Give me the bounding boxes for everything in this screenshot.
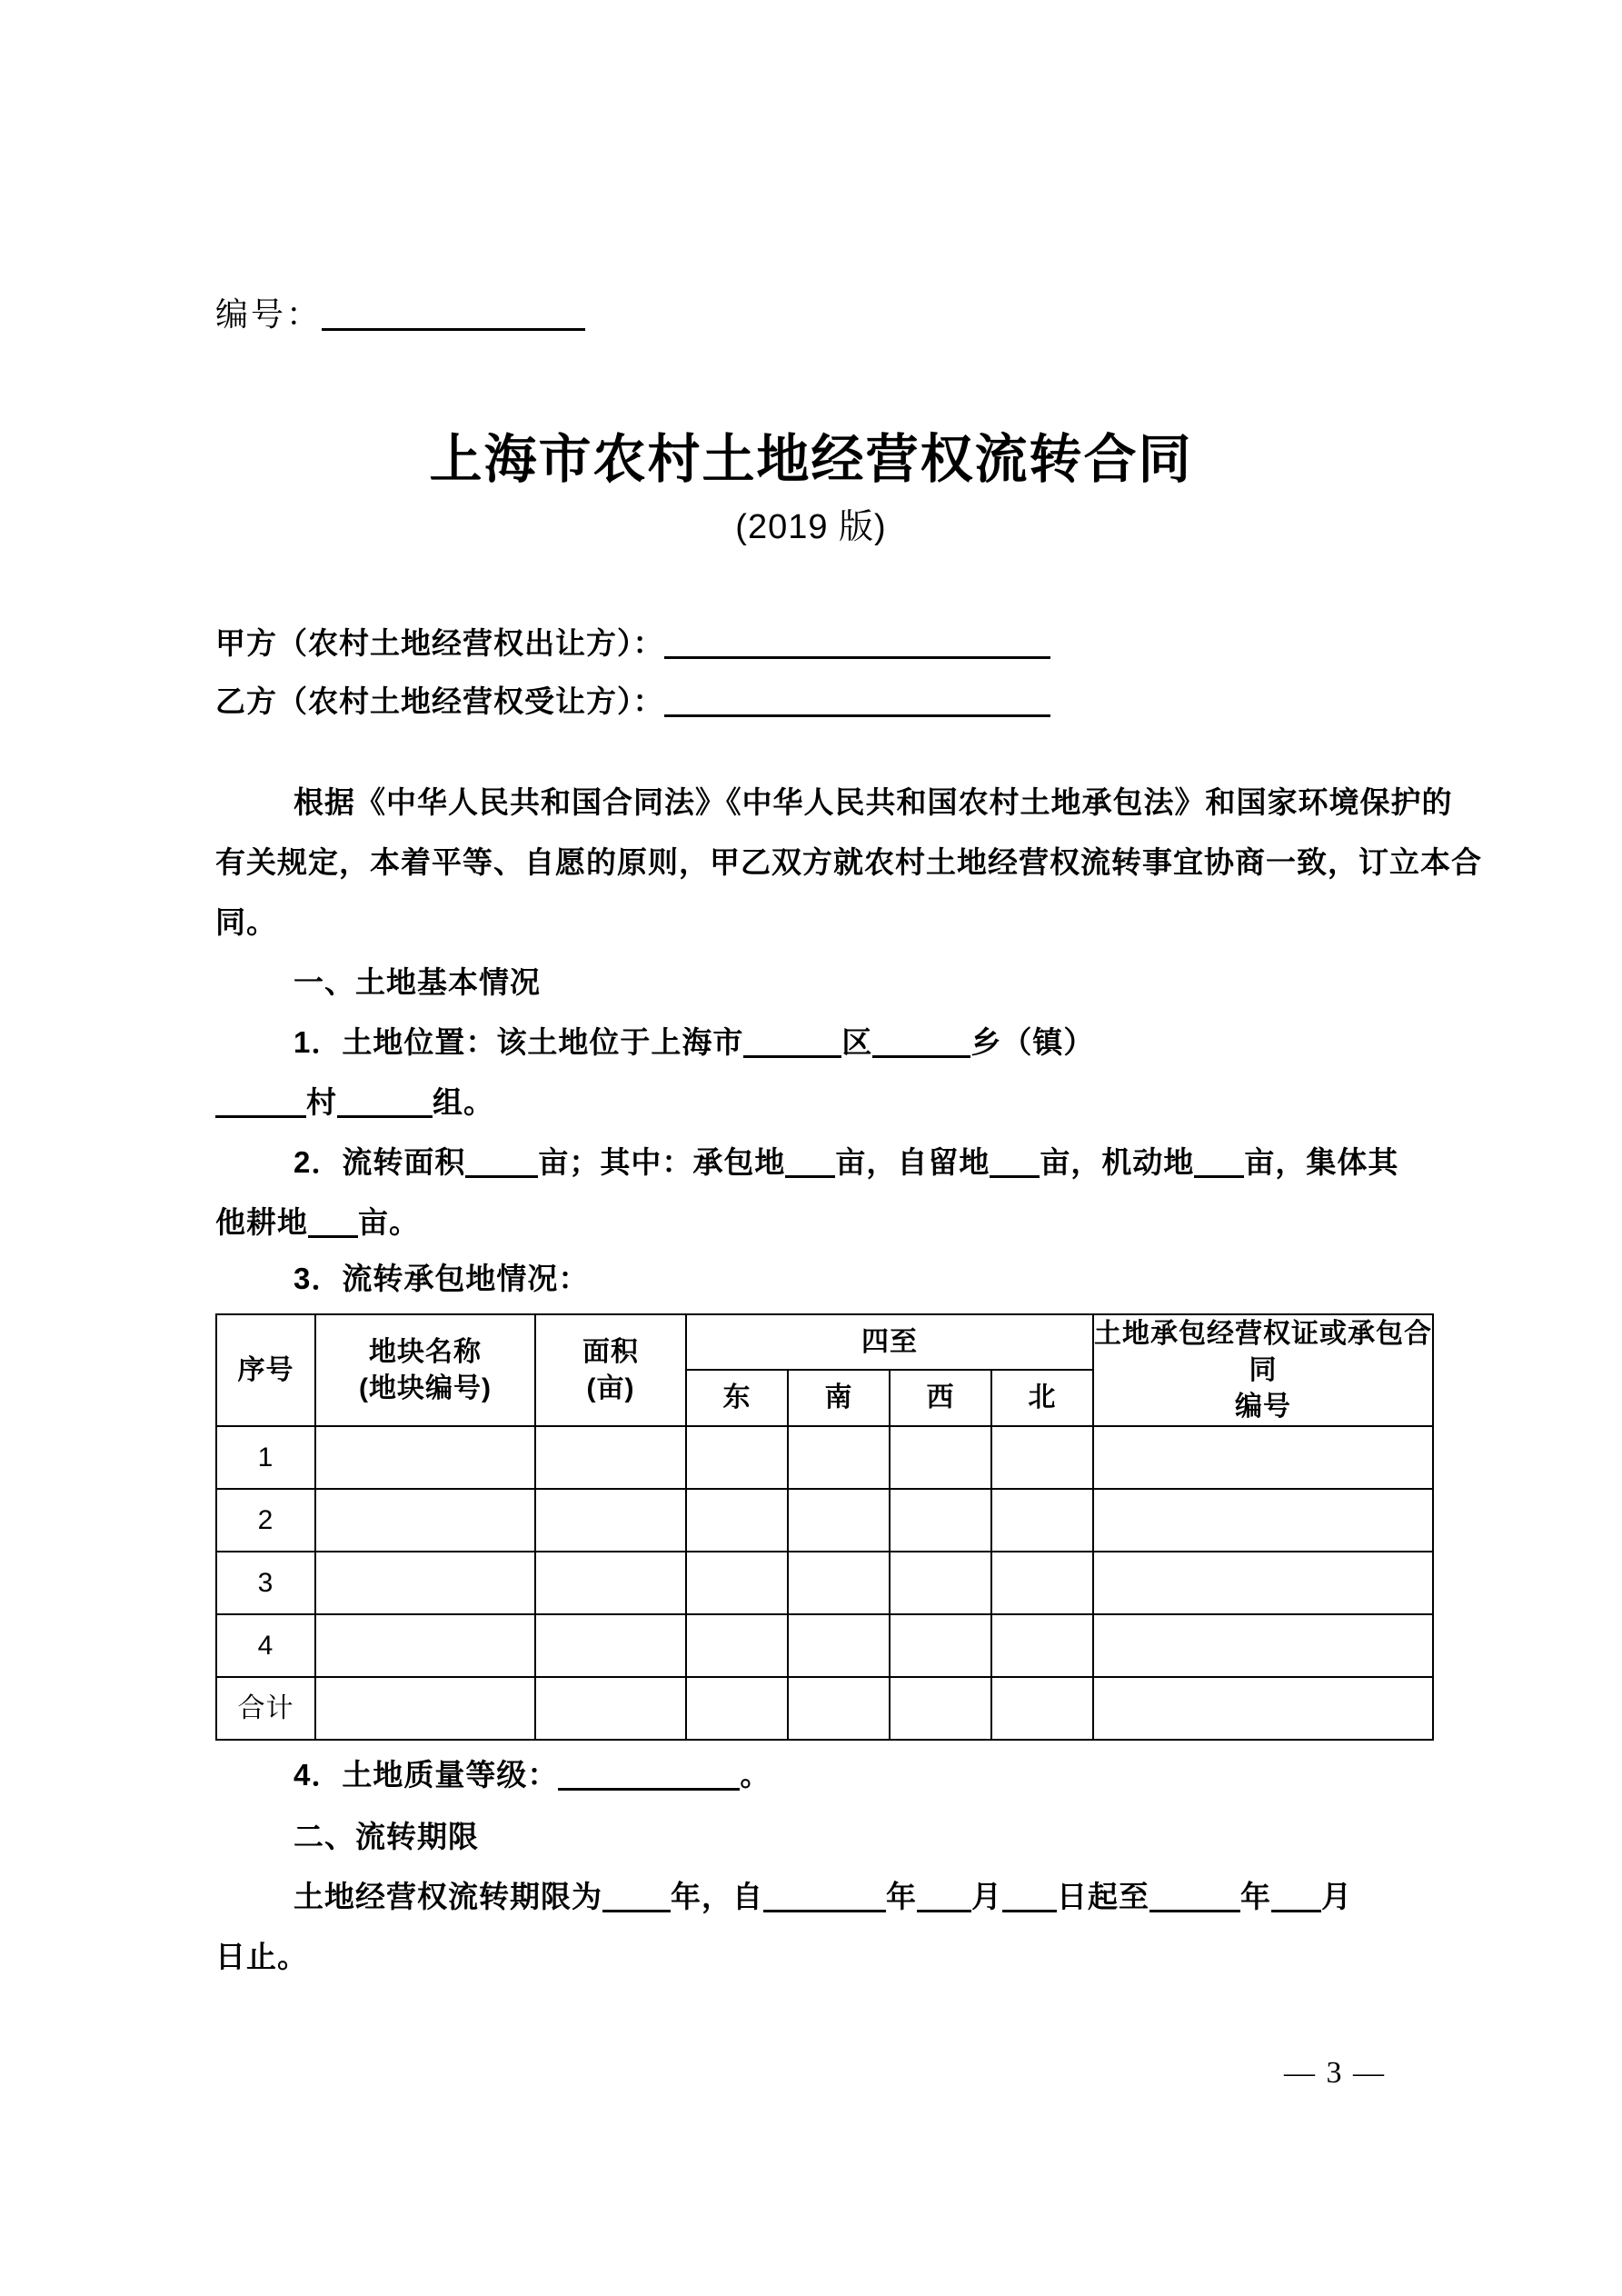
col-header-north: 北	[991, 1370, 1093, 1426]
preamble-line-2: 有关规定，本着平等、自愿的原则，甲乙双方就农村土地经营权流转事宜协商一致，订立本合	[215, 845, 1482, 879]
blank-field	[743, 1025, 841, 1058]
text-run: 2．流转面积	[294, 1145, 466, 1179]
cell-north	[991, 1677, 1093, 1740]
col-header-cert	[1093, 1314, 1433, 1426]
item-3-heading: 3．流转承包地情况：	[294, 1262, 590, 1295]
cell-south	[788, 1614, 890, 1677]
table-row-3	[216, 1552, 1433, 1614]
text-run: 亩。	[358, 1205, 420, 1239]
col-header-boundaries: 四至	[686, 1314, 1093, 1370]
cell-area	[535, 1489, 686, 1552]
cell-west	[890, 1677, 991, 1740]
item-1-line-2	[215, 1084, 494, 1121]
col-header-plot-name	[315, 1314, 535, 1426]
blank-field	[215, 1085, 306, 1118]
cell-south	[788, 1677, 890, 1740]
plot-name-line-2: (地块编号)	[359, 1373, 492, 1403]
text-run: 月	[971, 1880, 1002, 1913]
cell-west	[890, 1614, 991, 1677]
text-run: 乡（镇）	[970, 1025, 1095, 1059]
term-line-1	[215, 1879, 1352, 1915]
cell-north	[991, 1489, 1093, 1552]
table-row-2	[216, 1489, 1433, 1552]
blank-field	[322, 295, 585, 331]
item-2-line-1	[215, 1144, 1398, 1181]
cell-cert	[1093, 1426, 1433, 1489]
blank-field	[872, 1025, 970, 1058]
item-4-line	[215, 1757, 771, 1793]
blank-field	[308, 1205, 358, 1238]
table-row-4	[216, 1614, 1433, 1677]
text-run: 月	[1321, 1880, 1352, 1913]
row-label: 1	[216, 1426, 315, 1489]
party-b-line	[215, 684, 1050, 720]
section-1-heading: 一、土地基本情况	[294, 965, 541, 999]
cell-east	[686, 1489, 788, 1552]
cell-area	[535, 1426, 686, 1489]
cell-east	[686, 1614, 788, 1677]
cell-north	[991, 1552, 1093, 1614]
text-run: 1．土地位置：该土地位于上海市	[294, 1025, 744, 1059]
term-line-2: 日止。	[215, 1940, 308, 1973]
blank-field	[337, 1085, 433, 1118]
item-1-line-1	[215, 1024, 1094, 1061]
blank-field	[558, 1758, 740, 1791]
text-run: 4．土地质量等级：	[294, 1758, 559, 1792]
cell-south	[788, 1552, 890, 1614]
preamble-line-1: 根据《中华人民共和国合同法》《中华人民共和国农村土地承包法》和国家环境保护的	[294, 785, 1453, 819]
cell-west	[890, 1552, 991, 1614]
cell-east	[686, 1552, 788, 1614]
col-header-east: 东	[686, 1370, 788, 1426]
plot-name-line-1: 地块名称	[369, 1336, 482, 1367]
cell-cert	[1093, 1552, 1433, 1614]
preamble-line-3: 同。	[215, 905, 277, 939]
blank-field	[990, 1145, 1040, 1178]
text-run: 亩，自留地	[835, 1145, 990, 1179]
cell-north	[991, 1426, 1093, 1489]
text-run: 日起至	[1057, 1880, 1149, 1913]
cell-east	[686, 1677, 788, 1740]
party-a-line	[215, 625, 1050, 662]
cell-cert	[1093, 1489, 1433, 1552]
cell-west	[890, 1489, 991, 1552]
section-2-heading: 二、流转期限	[294, 1820, 479, 1853]
cell-plot-name	[315, 1552, 535, 1614]
blank-field	[664, 626, 1050, 659]
cell-south	[788, 1489, 890, 1552]
blank-field	[1149, 1880, 1240, 1912]
cell-cert	[1093, 1677, 1433, 1740]
blank-field	[664, 684, 1050, 717]
blank-field	[602, 1880, 671, 1912]
serial-number-line	[215, 295, 585, 333]
text-run: 亩，集体其	[1244, 1145, 1399, 1179]
text-run: 村	[306, 1085, 337, 1119]
blank-field	[917, 1880, 971, 1912]
text-run: 。	[740, 1758, 771, 1792]
text-run: 组。	[433, 1085, 494, 1119]
blank-field	[1194, 1145, 1244, 1178]
text-run: 甲方（农村土地经营权出让方）：	[215, 626, 664, 660]
col-header-area	[535, 1314, 686, 1426]
cell-east	[686, 1426, 788, 1489]
cell-plot-name	[315, 1489, 535, 1552]
document-subtitle: (2019 版)	[735, 508, 887, 546]
text-run: 他耕地	[215, 1205, 308, 1239]
cell-north	[991, 1614, 1093, 1677]
item-2-line-2	[215, 1204, 420, 1241]
text-run: 区	[841, 1025, 873, 1059]
area-line-1: 面积	[582, 1336, 639, 1367]
area-line-2: (亩)	[586, 1373, 635, 1403]
col-header-seq: 序号	[216, 1314, 315, 1426]
row-label: 2	[216, 1489, 315, 1552]
text-run: 年，自	[671, 1880, 763, 1913]
row-label: 4	[216, 1614, 315, 1677]
cell-plot-name	[315, 1614, 535, 1677]
blank-field	[1002, 1880, 1057, 1912]
text-run: 亩，机动地	[1040, 1145, 1195, 1179]
row-label: 3	[216, 1552, 315, 1614]
cell-plot-name	[315, 1426, 535, 1489]
col-header-south: 南	[788, 1370, 890, 1426]
text-run: 年	[1240, 1880, 1271, 1913]
text-run: 年	[886, 1880, 917, 1913]
table-row-1	[216, 1426, 1433, 1489]
col-header-west: 西	[890, 1370, 991, 1426]
row-label-total: 合计	[216, 1677, 315, 1740]
cell-south	[788, 1426, 890, 1489]
blank-field	[465, 1145, 538, 1178]
blank-field	[1271, 1880, 1321, 1912]
table-row-total	[216, 1677, 1433, 1740]
document-title: 上海市农村土地经营权流转合同	[429, 430, 1193, 489]
cell-area	[535, 1552, 686, 1614]
blank-field	[785, 1145, 835, 1178]
page-number: — 3 —	[1284, 2056, 1386, 2090]
plots-table	[215, 1313, 1434, 1741]
cell-area	[535, 1677, 686, 1740]
text-run: 土地经营权流转期限为	[294, 1880, 602, 1913]
cell-cert	[1093, 1614, 1433, 1677]
text-run: 亩；其中：承包地	[538, 1145, 786, 1179]
cell-area	[535, 1614, 686, 1677]
blank-field	[763, 1880, 886, 1912]
cert-line-1: 土地承包经营权证或承包合同	[1094, 1318, 1432, 1385]
cell-plot-name	[315, 1677, 535, 1740]
cert-line-2: 编号	[1235, 1391, 1291, 1422]
text-run: 编号：	[215, 296, 323, 333]
text-run: 乙方（农村土地经营权受让方）：	[215, 684, 664, 718]
cell-west	[890, 1426, 991, 1489]
